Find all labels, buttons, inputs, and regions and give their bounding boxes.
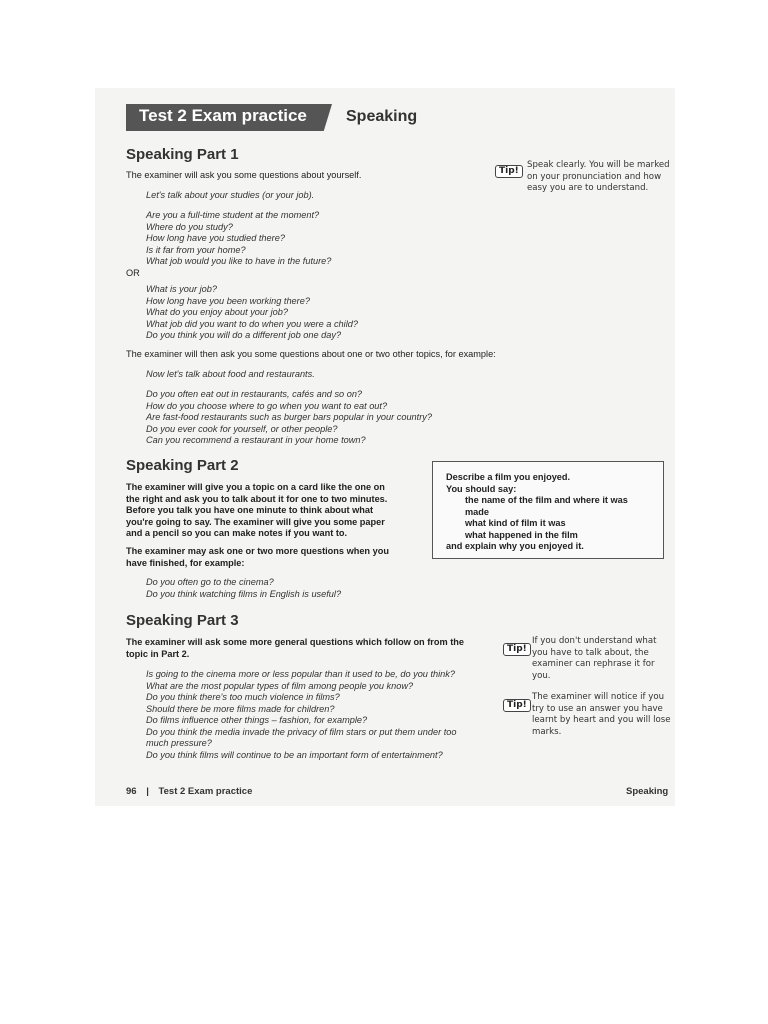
paragraph-line: Before you talk you have one minute to think about what [126, 505, 374, 515]
paragraph-line: have finished, for example: [126, 557, 245, 568]
tip-box-part3-2 [503, 694, 531, 712]
page-footer-left [126, 786, 252, 797]
question-item: Do you think the media invade the privacy of film stars or put them under too [146, 726, 457, 737]
part1-prompt: Let's talk about your studies (or your job). [146, 190, 315, 200]
question-item: Do you think films will continue to be an important form of entertainment? [146, 749, 443, 760]
page-footer-right: Speaking [626, 786, 669, 797]
tip-box-part3-1 [503, 638, 531, 656]
card-point: the name of the film and where it was [465, 495, 628, 505]
question-item: What is your job? [146, 284, 217, 294]
tip-badge: Tip! [503, 699, 531, 712]
question-item: Are fast-food restaurants such as burger bars popular in your country? [146, 412, 432, 422]
question-item: much pressure? [146, 738, 212, 748]
question-item: Can you recommend a restaurant in your home town? [146, 435, 366, 445]
part3-questions [146, 669, 457, 761]
part2-paragraph-1 [126, 482, 387, 540]
paragraph-line: topic in Part 2. [126, 648, 190, 659]
part1-food-questions [146, 389, 432, 447]
tip-line: Speak clearly. You will be marked [527, 160, 670, 170]
card-closing: and explain why you enjoyed it. [446, 541, 584, 551]
page-number: 96 [126, 786, 137, 797]
part2-questions [146, 577, 341, 600]
part1-intro: The examiner will ask you some questions about yourself. [126, 170, 362, 180]
part3-heading: Speaking Part 3 [126, 612, 239, 629]
part1-job-questions [146, 284, 358, 342]
question-item: What are the most popular types of film among people you know? [146, 680, 414, 691]
or-label: OR [126, 268, 140, 278]
question-item: Do you often eat out in restaurants, cafés and so on? [146, 389, 363, 399]
paragraph-line: The examiner will ask some more general questions which follow on from the [126, 637, 464, 647]
question-item: How long have you been working there? [146, 295, 310, 306]
tip-box-part1 [495, 160, 523, 178]
part2-heading: Speaking Part 2 [126, 457, 239, 474]
question-item: Do you think watching films in English is useful? [146, 588, 342, 599]
tip-badge: Tip! [495, 165, 523, 178]
question-item: Is going to the cinema more or less popular than it used to be, do you think? [146, 669, 455, 679]
part3-intro [126, 637, 464, 660]
question-item: Do you often go to the cinema? [146, 577, 274, 587]
topic-card [432, 461, 664, 559]
question-item: What do you enjoy about your job? [146, 307, 288, 317]
part1-topics-intro: The examiner will then ask you some questions about one or two other topics, for example: [126, 349, 496, 359]
page-subtitle: Speaking [346, 108, 418, 125]
page-title: Test 2 Exam practice [139, 106, 307, 125]
tip-line: on your pronunciation and how [527, 171, 662, 182]
question-item: How do you choose where to go when you want to eat out? [146, 400, 388, 411]
question-item: Do you think there's too much violence in films? [146, 692, 340, 702]
question-item: What job would you like to have in the future? [146, 256, 332, 266]
question-item: Do you think you will do a different job one day? [146, 330, 342, 340]
question-item: How long have you studied there? [146, 233, 285, 243]
question-item: Do films influence other things – fashion, for example? [146, 715, 368, 725]
question-item: Where do you study? [146, 221, 233, 232]
part1-topic-prompt: Now let's talk about food and restaurants. [146, 369, 315, 379]
card-should-say: You should say: [446, 484, 517, 494]
tip-line: try to use an answer you have [532, 703, 663, 714]
tip-text-part3-2 [532, 692, 671, 738]
tip-line: you. [532, 670, 551, 681]
part1-study-questions [146, 210, 331, 268]
tip-badge: Tip! [503, 643, 531, 656]
card-point: made [465, 507, 490, 517]
question-item: Are you a full-time student at the moment? [146, 210, 320, 220]
paragraph-line: the right and ask you to talk about it for one to two minutes. [126, 493, 388, 504]
paragraph-line: The examiner will give you a topic on a card like the one on [126, 482, 385, 492]
footer-separator: | [146, 786, 149, 797]
part1-heading: Speaking Part 1 [126, 146, 239, 163]
footer-section-label: Test 2 Exam practice [158, 786, 253, 797]
question-item: Is it far from your home? [146, 244, 246, 255]
tip-line: If you don't understand what [532, 636, 657, 646]
paragraph-line: and a pencil so you can make notes if you want to. [126, 528, 348, 538]
question-item: Should there be more films made for children? [146, 703, 335, 714]
tip-line: learnt by heart and you will lose [532, 715, 671, 725]
question-item: What job did you want to do when you were a child? [146, 318, 358, 329]
tip-line: you have to talk about, the [532, 647, 649, 658]
paragraph-line: you're going to say. The examiner will give you some paper [126, 516, 385, 527]
tip-text-part3-1 [532, 636, 656, 682]
tip-text-part1 [527, 160, 670, 195]
question-item: Do you ever cook for yourself, or other people? [146, 423, 338, 434]
tip-line: marks. [532, 726, 562, 737]
card-point: what kind of film it was [465, 518, 566, 528]
tip-line: examiner can rephrase it for [532, 659, 655, 669]
paragraph-line: The examiner may ask one or two more questions when you [126, 546, 389, 556]
tip-line: easy you are to understand. [527, 183, 649, 193]
tip-line: The examiner will notice if you [532, 692, 665, 702]
card-point: what happened in the film [465, 530, 578, 540]
part2-paragraph-2 [126, 546, 389, 569]
card-title: Describe a film you enjoyed. [446, 472, 571, 482]
